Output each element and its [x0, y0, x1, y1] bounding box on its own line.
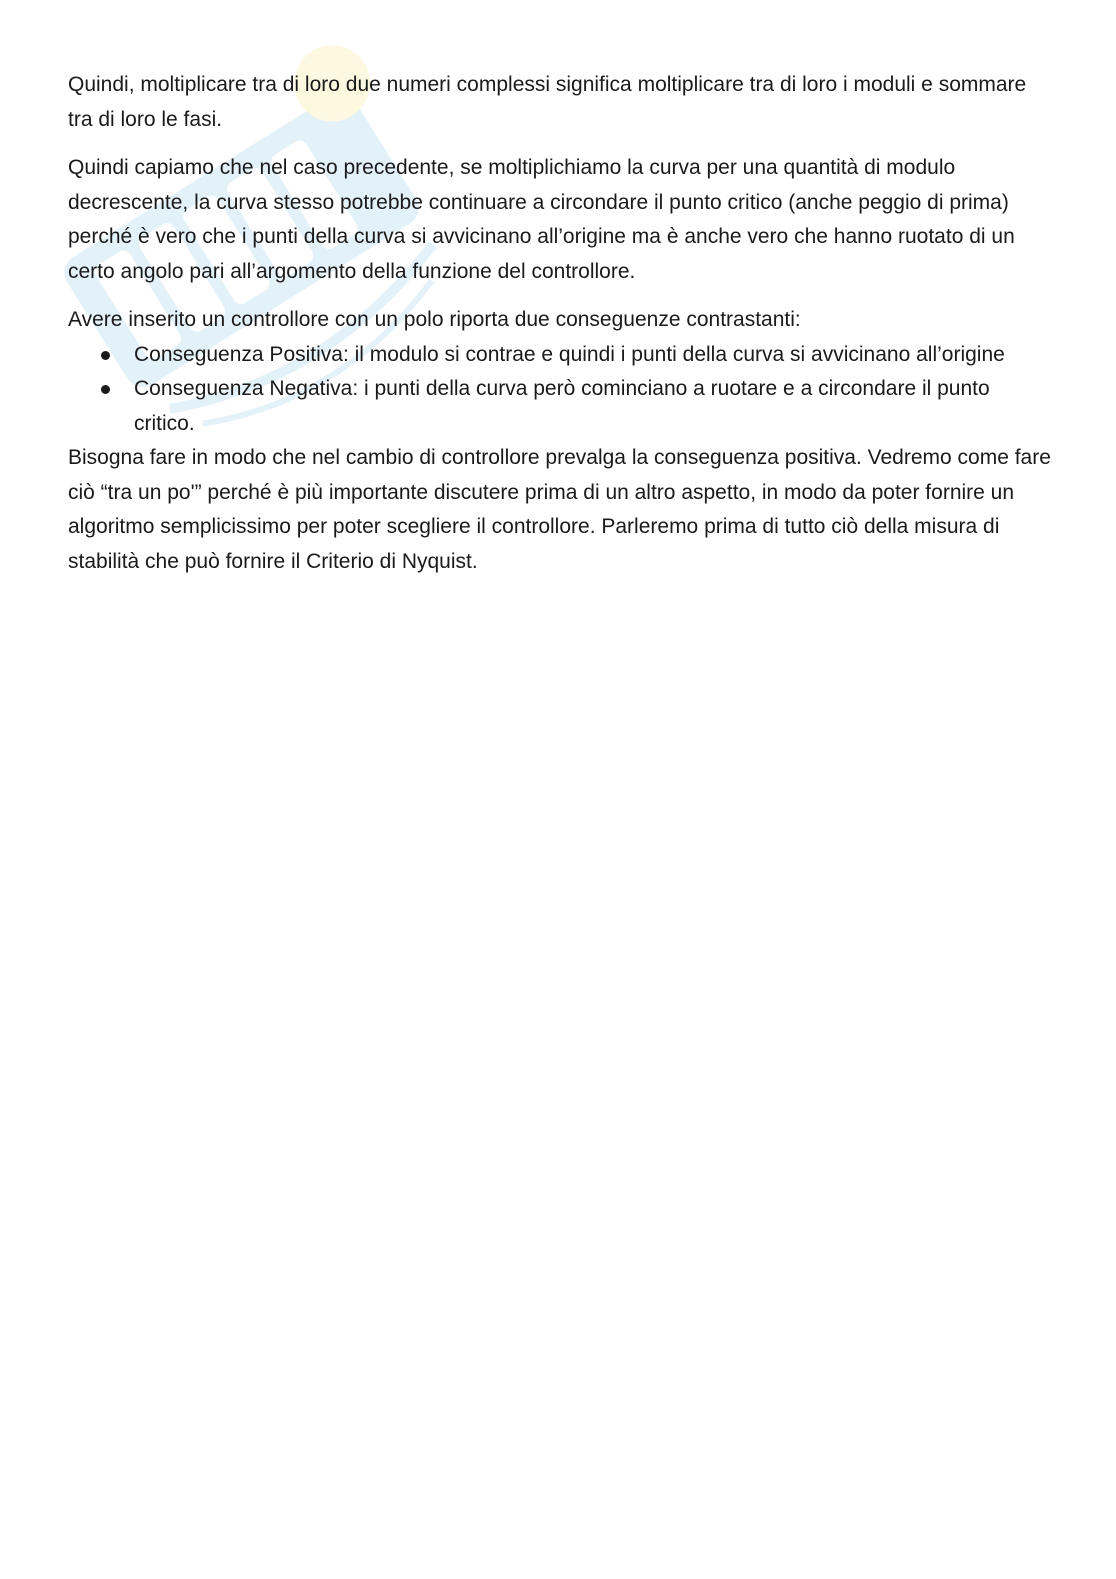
bullet-icon — [101, 385, 110, 394]
list-item-text: Conseguenza Negativa: i punti della curva però cominciano a ruotare e a circondare il punto critico. — [134, 377, 990, 435]
consequences-list — [68, 338, 1053, 442]
paragraph-curve-rotation: Quindi capiamo che nel caso precedente, se moltiplichiamo la curva per una quantità di modulo decrescente, la curva stesso potrebbe continuare a circondare il punto critico (anche peggio di prima) perché è vero che i punti della curva si avvicinano all’origine ma è anche vero che hanno ruotato di un certo angolo pari all’argomento della funzione del controllore. — [68, 156, 1015, 283]
document-body — [68, 68, 1053, 579]
list-item-negative — [134, 372, 1053, 441]
bullet-icon — [101, 351, 110, 360]
paragraph-conclusion: Bisogna fare in modo che nel cambio di controllore prevalga la conseguenza positiva. Vedremo come fare ciò “tra un po'” perché è più importante discutere prima di un altro aspetto, in modo da poter fornire un algoritmo semplicissimo per poter scegliere il controllore. Parleremo prima di tutto ciò della misura di stabilità che può fornire il Criterio di Nyquist. — [68, 446, 1051, 573]
list-item-positive — [134, 338, 1053, 373]
paragraph-complex-multiplication: Quindi, moltiplicare tra di loro due numeri complessi significa moltiplicare tra di loro i moduli e sommare tra di loro le fasi. — [68, 73, 1027, 131]
paragraph-controller-consequences: Avere inserito un controllore con un polo riporta due conseguenze contrastanti: — [68, 308, 801, 331]
list-item-text: Conseguenza Positiva: il modulo si contrae e quindi i punti della curva si avvicinano all’origine — [134, 342, 1005, 366]
